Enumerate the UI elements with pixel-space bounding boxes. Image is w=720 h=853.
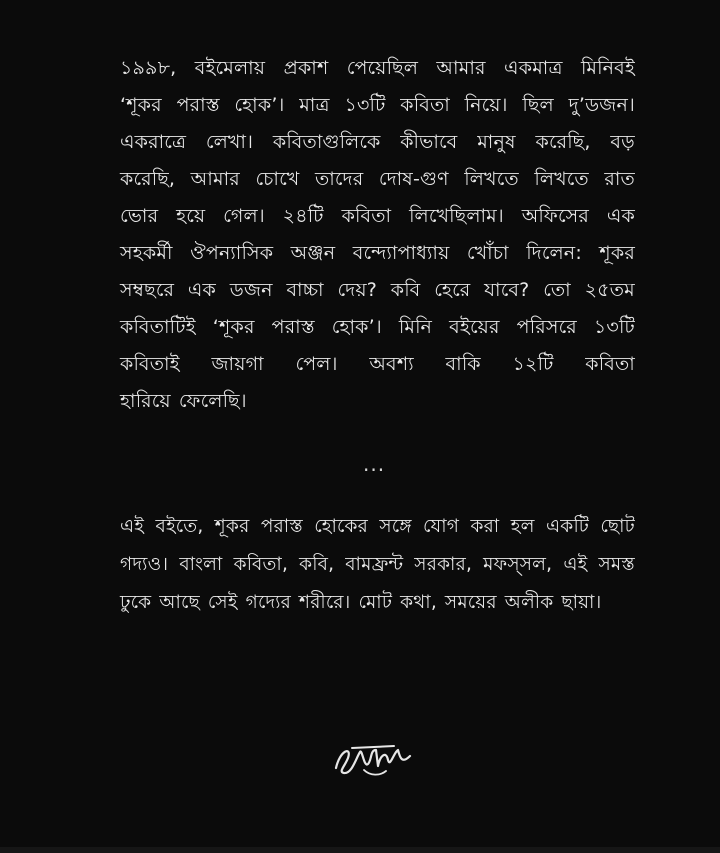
word: নিয়ে। bbox=[464, 94, 508, 116]
word: বন্দ্যোপাধ্যায় bbox=[352, 242, 450, 264]
word: ঢুকে bbox=[120, 592, 152, 613]
word: কবি bbox=[390, 279, 421, 301]
word: হল bbox=[510, 516, 535, 537]
word: আমার bbox=[436, 57, 486, 79]
word: আমার bbox=[190, 168, 240, 190]
word: আছে bbox=[159, 592, 200, 613]
word: একমাত্র bbox=[504, 57, 563, 79]
word: শরীরে। bbox=[299, 592, 351, 613]
text-line bbox=[120, 198, 635, 235]
word: লেখা। bbox=[205, 131, 254, 153]
word: করা bbox=[470, 516, 500, 537]
word: শূকর bbox=[214, 516, 250, 537]
paragraph-about-book bbox=[120, 508, 635, 622]
word: ১৯৯৮, bbox=[120, 57, 177, 79]
word: মাত্র bbox=[299, 94, 330, 116]
word: বইয়ের bbox=[449, 316, 500, 338]
word: ফেলেছি। bbox=[178, 390, 247, 412]
word: পরাস্ত bbox=[176, 94, 220, 116]
word: গদ্যের bbox=[245, 592, 292, 613]
word: রাত bbox=[604, 168, 635, 190]
word: পরাস্ত bbox=[271, 316, 315, 338]
word: সমস্ত bbox=[598, 554, 635, 575]
text-line bbox=[120, 508, 635, 546]
word: যোগ bbox=[423, 516, 460, 537]
word: পরাস্ত bbox=[260, 516, 303, 537]
word: হয়ে bbox=[176, 205, 206, 227]
word: একটি bbox=[546, 516, 590, 537]
word: করেছি, bbox=[535, 131, 591, 153]
word: মোট bbox=[358, 592, 393, 613]
word: খোঁচা bbox=[466, 242, 509, 264]
word: কবিতাগুলিকে bbox=[272, 131, 381, 153]
word: জায়গা bbox=[211, 353, 264, 375]
text-line bbox=[120, 272, 635, 309]
word: সঙ্গে bbox=[379, 516, 412, 537]
word: হেরে bbox=[434, 279, 471, 301]
text-line bbox=[120, 161, 635, 198]
word: তো bbox=[543, 279, 571, 301]
word: ছায়া। bbox=[561, 592, 602, 613]
word: মফস্সল, bbox=[483, 554, 553, 575]
word: কবিতা, bbox=[233, 554, 289, 575]
word: দিলেন: bbox=[526, 242, 582, 264]
word: সেই bbox=[207, 592, 238, 613]
word: ‘শূকর bbox=[120, 94, 162, 116]
word: সম্বছরে bbox=[120, 279, 175, 301]
word: সহকর্মী bbox=[120, 242, 173, 264]
word: ছিল bbox=[522, 94, 554, 116]
word: অবশ্য bbox=[369, 353, 414, 375]
word: গদ্যও। bbox=[120, 554, 169, 575]
word: বামফ্রন্ট bbox=[345, 554, 404, 575]
word: এক bbox=[606, 205, 635, 227]
word: লিখেছিলাম। bbox=[409, 205, 504, 227]
word: তাদের bbox=[314, 168, 364, 190]
section-ellipsis: ... bbox=[363, 452, 386, 476]
word: ডজন bbox=[229, 279, 273, 301]
word: অফিসের bbox=[521, 205, 589, 227]
word: প্রকাশ bbox=[283, 57, 329, 79]
text-line bbox=[120, 383, 635, 420]
word: বইতে, bbox=[155, 516, 204, 537]
word: করেছি, bbox=[120, 168, 176, 190]
word: বাচ্চা bbox=[286, 279, 324, 301]
word: বইমেলায় bbox=[194, 57, 266, 79]
word: একরাত্রে bbox=[120, 131, 187, 153]
word: দু’ডজন। bbox=[568, 94, 635, 116]
author-signature bbox=[330, 738, 420, 778]
word: ১২টি bbox=[512, 353, 554, 375]
text-line bbox=[120, 309, 635, 346]
word: হোকের bbox=[314, 516, 368, 537]
word: মানুষ bbox=[477, 131, 516, 153]
word: দেয়? bbox=[337, 279, 378, 301]
word: হোক’। bbox=[234, 94, 285, 116]
word: লিখতে bbox=[464, 168, 519, 190]
word: মিনিবই bbox=[580, 57, 635, 79]
word: কবিতা bbox=[585, 353, 635, 375]
word: এই bbox=[563, 554, 588, 575]
text-line bbox=[120, 346, 635, 383]
text-line bbox=[120, 87, 635, 124]
word: কবিতা bbox=[400, 94, 450, 116]
word: এক bbox=[187, 279, 217, 301]
word: ২৪টি bbox=[282, 205, 324, 227]
word: দোষ-গুণ bbox=[378, 168, 449, 190]
word: যাবে? bbox=[484, 279, 530, 301]
word: বাকি bbox=[445, 353, 481, 375]
word: এই bbox=[120, 516, 145, 537]
word: শূকর bbox=[599, 242, 635, 264]
bottom-edge bbox=[0, 847, 720, 853]
word: চোখে bbox=[255, 168, 300, 190]
word: সরকার, bbox=[414, 554, 473, 575]
text-line bbox=[120, 584, 635, 622]
word: অলীক bbox=[504, 592, 554, 613]
paragraph-intro bbox=[120, 50, 635, 420]
text-line bbox=[120, 50, 635, 87]
word: ভোর bbox=[120, 205, 159, 227]
word: ২৫তম bbox=[584, 279, 635, 301]
word: পেল। bbox=[295, 353, 338, 375]
word: মিনি bbox=[398, 316, 433, 338]
word: হোক’। bbox=[331, 316, 382, 338]
word: ১৩টি bbox=[593, 316, 635, 338]
word: ১৩টি bbox=[344, 94, 386, 116]
word: কবিতাই bbox=[120, 353, 180, 375]
word: ‘শূকর bbox=[212, 316, 255, 338]
word: পেয়েছিল bbox=[346, 57, 419, 79]
word: বড় bbox=[610, 131, 635, 153]
word: কবিতাটিই bbox=[120, 316, 196, 338]
word: হারিয়ে bbox=[120, 390, 171, 412]
text-line bbox=[120, 124, 635, 161]
word: সময়ের bbox=[444, 592, 497, 613]
word: অঞ্জন bbox=[290, 242, 336, 264]
word: কবিতা bbox=[341, 205, 392, 227]
word: কবি, bbox=[299, 554, 335, 575]
word: কীভাবে bbox=[400, 131, 458, 153]
word: কথা, bbox=[400, 592, 437, 613]
word: লিখতে bbox=[534, 168, 589, 190]
text-line bbox=[120, 546, 635, 584]
word: পরিসরে bbox=[516, 316, 577, 338]
word: গেল। bbox=[223, 205, 265, 227]
word: ছোট bbox=[600, 516, 635, 537]
word: ঔপন্যাসিক bbox=[190, 242, 274, 264]
word: বাংলা bbox=[179, 554, 223, 575]
text-line bbox=[120, 235, 635, 272]
